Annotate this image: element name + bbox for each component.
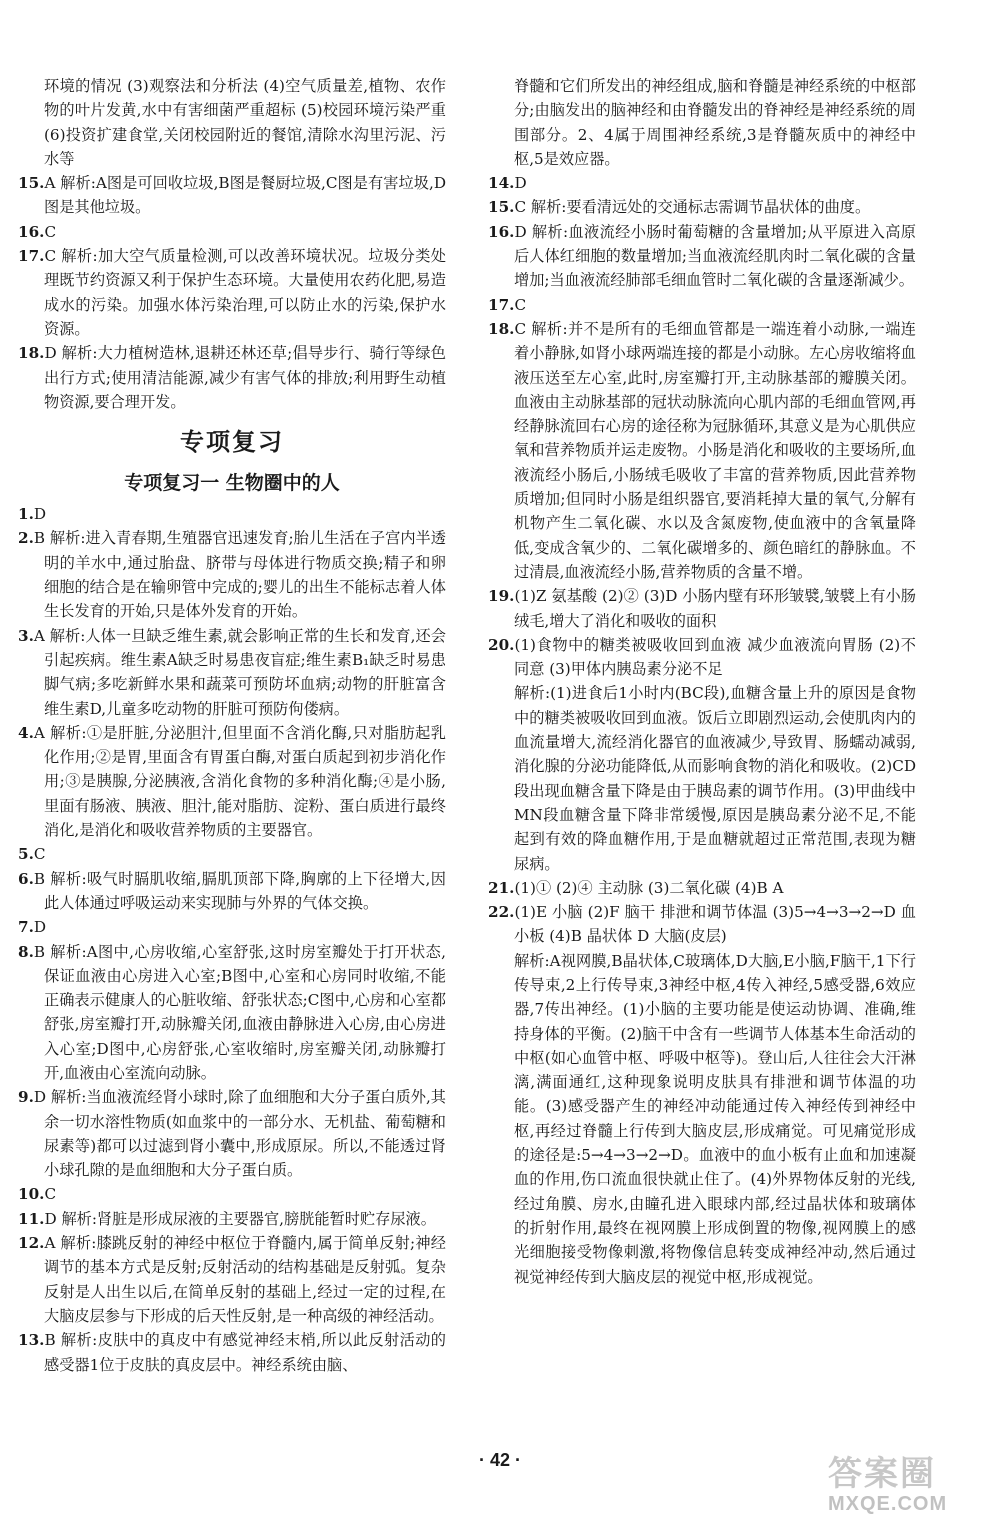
answer-item: 17.C [488, 295, 527, 314]
answer-item: 5.C [18, 845, 46, 864]
right-column [488, 74, 916, 1289]
answer-item: 2.B 解析:进入青春期,生殖器官迅速发育;胎儿生活在子宫内半透明的羊水中,通过胎盘、脐带与母体进行物质交换;精子和卵细胞的结合是在输卵管中完成的;婴儿的出生不能标志着人体生长发育的开始,只是体外发育的开始。 [18, 529, 446, 621]
answer-item: 11.D 解析:肾脏是形成尿液的主要器官,膀胱能暂时贮存尿液。 [18, 1209, 436, 1228]
answer-item: 8.B 解析:A图中,心房收缩,心室舒张,这时房室瓣处于打开状态,保证血液由心房进入心室;B图中,心室和心房同时收缩,不能正确表示健康人的心脏收缩、舒张状态;C图中,心房和心室都舒张,房室瓣打开,动脉瓣关闭,血液由静脉进入心房,由心房进入心室;D图中,心房舒张,心室收缩时,房室瓣关闭,动脉瓣打开,血液由心室流向动脉。 [18, 942, 446, 1082]
answer-item: 10.C [18, 1185, 57, 1204]
page-number: · 42 · [478, 1450, 521, 1470]
answer-item: 13.B 解析:皮肤中的真皮中有感觉神经末梢,所以此反射活动的感受器1位于皮肤的真皮层中。神经系统由脑、 [18, 1331, 446, 1374]
answer-item: 3.A 解析:人体一旦缺乏维生素,就会影响正常的生长和发育,还会引起疾病。维生素A缺乏时易患夜盲症;维生素B₁缺乏时易患脚气病;多吃新鲜水果和蔬菜可预防坏血病;动物的肝脏富含维生素D,儿童多吃动物的肝脏可预防佝偻病。 [18, 626, 446, 718]
answer-item: 21.(1)① (2)④ 主动脉 (3)二氧化碳 (4)B A [488, 878, 784, 897]
answer-item: 16.D 解析:血液流经小肠时葡萄糖的含量增加;从平原进入高原后人体红细胞的数量增加;当血液流经肌肉时二氧化碳的含量增加;当血液流经肺部毛细血管时二氧化碳的含量逐渐减少。 [488, 222, 916, 290]
analysis-20: 解析:(1)进食后1小时内(BC段),血糖含量上升的原因是食物中的糖类被吸收回到血液。饭后立即剧烈运动,会使肌肉内的血流量增大,流经消化器官的血液减少,导致胃、肠蠕动减弱,消化腺的分泌功能降低,从而影响食物的消化和吸收。(2)CD段出现血糖含量下降是由于胰岛素的调节作用。(3)甲曲线中MN段血糖含量下降非常缓慢,原因是胰岛素分泌不足,不能起到有效的降血糖作用,于是血糖就超过正常范围,表现为糖尿病。 [514, 684, 916, 873]
answer-item: 7.D [18, 918, 47, 937]
answer-item: 6.B 解析:吸气时膈肌收缩,膈肌顶部下降,胸廓的上下径增大,因此人体通过呼吸运动来实现肺与外界的气体交换。 [18, 869, 446, 912]
watermark-text-en: MXQE.COM [828, 1493, 948, 1515]
answer-item: 4.A 解析:①是肝脏,分泌胆汁,但里面不含消化酶,只对脂肪起乳化作用;②是胃,里面含有胃蛋白酶,对蛋白质起到初步消化作用;③是胰腺,分泌胰液,含消化食物的多种消化酶;④是小肠,里面有肠液、胰液、胆汁,能对脂肪、淀粉、蛋白质进行最终消化,是消化和吸收营养物质的主要器官。 [18, 723, 446, 840]
left-answers-b [18, 502, 446, 1377]
answer-item: 18.D 解析:大力植树造林,退耕还林还草;倡导步行、骑行等绿色出行方式;使用清洁能源,减少有害气体的排放;利用野生动植物资源,要合理开发。 [18, 344, 446, 411]
watermark-text-cn: 答案圈 [828, 1454, 936, 1494]
answer-item: 20.(1)食物中的糖类被吸收回到血液 减少血液流向胃肠 (2)不同意 (3)甲体内胰岛素分泌不足 [488, 635, 916, 679]
right-continuation-text: 脊髓和它们所发出的神经组成,脑和脊髓是神经系统的中枢部分;由脑发出的脑神经和由脊髓发出的脊神经是神经系统的周围部分。2、4属于周围神经系统,3是脊髓灰质中的神经中枢,5是效应器。 [514, 77, 916, 168]
right-answers-b [488, 876, 916, 1289]
answer-item: 16.C [18, 222, 57, 241]
analysis-22: 解析:A视网膜,B晶状体,C玻璃体,D大脑,E小脑,F脑干,1下行传导束,2上行传导束,3神经中枢,4传入神经,5感受器,6效应器,7传出神经。(1)小脑的主要功能是使运动协调、准确,维持身体的平衡。(2)脑干中含有一些调节人体基本生命活动的中枢(如心血管中枢、呼吸中枢等)。登山后,人往往会大汗淋漓,满面通红,这种现象说明皮肤具有排泄和调节体温的功能。(3)感受器产生的神经冲动能通过传入神经传到神经中枢,再经过脊髓上行传到大脑皮层,形成痛觉。可见痛觉形成的途径是:5→4→3→2→D。血液中的血小板有止血和加速凝血的作用,伤口流血很快就止住了。(4)外界物体反射的光线,经过角膜、房水,由瞳孔进入眼球内部,经过晶状体和玻璃体的折射作用,最终在视网膜上形成倒置的物像,视网膜上的感光细胞接受物像刺激,将物像信息转变成神经冲动,然后通过视觉神经传到大脑皮层的视觉中枢,形成视觉。 [514, 951, 916, 1286]
section-title: 专项复习 [180, 428, 284, 457]
left-answers-a [18, 171, 446, 414]
answer-item: 17.C 解析:加大空气质量检测,可以改善环境状况。垃圾分类处理既节约资源又利于保护生态环境。大量使用农药化肥,易造成水的污染。加强水体污染治理,可以防止水的污染,保护水资源。 [18, 247, 446, 338]
subsection-title: 专项复习一 生物圈中的人 [124, 472, 340, 495]
answer-item: 19.(1)Z 氨基酸 (2)② (3)D 小肠内壁有环形皱襞,皱襞上有小肠绒毛,增大了消化和吸收的面积 [488, 587, 916, 630]
left-column [18, 74, 446, 1377]
answer-item: 15.C 解析:要看清远处的交通标志需调节晶状体的曲度。 [488, 198, 871, 217]
answer-item: 15.A 解析:A图是可回收垃圾,B图是餐厨垃圾,C图是有害垃圾,D图是其他垃圾。 [18, 174, 446, 217]
left-continuation-text: 环境的情况 (3)观察法和分析法 (4)空气质量差,植物、农作物的叶片发黄,水中有害细菌严重超标 (5)校园环境污染严重 (6)投资扩建食堂,关闭校园附近的餐馆,清除水沟里污泥、污水等 [44, 77, 446, 168]
right-answers-a [488, 171, 916, 876]
answer-item: 1.D [18, 505, 47, 524]
answer-item: 14.D [488, 174, 527, 193]
watermark-logo [828, 1455, 978, 1517]
answer-item: 12.A 解析:膝跳反射的神经中枢位于脊髓内,属于简单反射;神经调节的基本方式是反射;反射活动的结构基础是反射弧。复杂反射是人出生以后,在简单反射的基础上,经过一定的过程,在大脑皮层参与下形成的后天性反射,是一种高级的神经活动。 [18, 1234, 446, 1325]
answer-item: 22.(1)E 小脑 (2)F 脑干 排泄和调节体温 (3)5→4→3→2→D 血小板 (4)B 晶状体 D 大脑(皮层) [488, 903, 916, 946]
answer-item: 9.D 解析:当血液流经肾小球时,除了血细胞和大分子蛋白质外,其余一切水溶性物质(如血浆中的一部分水、无机盐、葡萄糖和尿素等)都可以过滤到肾小囊中,形成原尿。所以,不能透过肾小球孔隙的是血细胞和大分子蛋白质。 [18, 1088, 446, 1180]
answer-item: 18.C 解析:并不是所有的毛细血管都是一端连着小动脉,一端连着小静脉,如肾小球两端连接的都是小动脉。左心房收缩将血液压送至左心室,此时,房室瓣打开,主动脉基部的瓣膜关闭。血液由主动脉基部的冠状动脉流向心肌内部的毛细血管网,再经静脉流回右心房的途径称为冠脉循环,其意义是为心肌供应氧和营养物质并运走废物。小肠是消化和吸收的主要场所,血液流经小肠后,小肠绒毛吸收了丰富的营养物质,因此营养物质增加;但同时小肠是组织器官,要消耗掉大量的氧气,分解有机物产生二氧化碳、水以及含氮废物,使血液中的含氧量降低,变成含氧少的、二氧化碳增多的、颜色暗红的静脉血。不过清晨,血液流经小肠,营养物质的含量不增。 [488, 319, 916, 581]
